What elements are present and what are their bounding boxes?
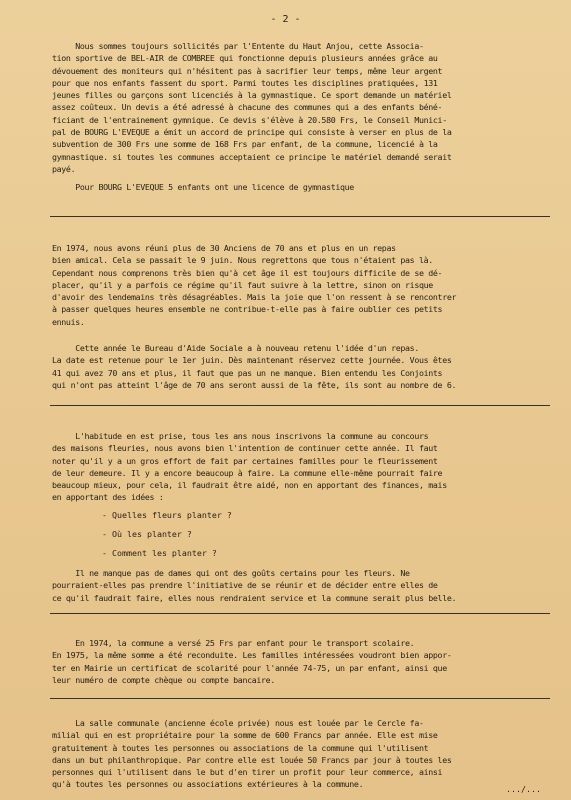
bullet-item: - Quelles fleurs planter ?: [102, 510, 232, 520]
paragraph-school-transport: En 1974, la commune a versé 25 Frs par enfant pour le transport scolaire. En 1975, la même somme a été reconduite. Les familles intéressées voudront bien appor- ter en Mairie un certificat de scolarité pour l'année 74-75, un par enfant, ainsi que leur numéro de compte chèque ou compte bancaire.: [52, 638, 452, 685]
continuation-mark: ...∕...: [506, 784, 541, 794]
paragraph-community-hall: La salle communale (ancienne école privée) nous est louée par le Cercle fa- milial qui en est propriétaire pour la somme de 600 Francs par année. Elle est mise gratuitement à toutes les personnes ou associations de la commune qui l'utilisent dans un but philanthropique. Par contre elle est louée 50 Francs par jour à toutes les personnes qui l'utilisent dans le but d'en tirer un profit pour leur commerce, ainsi qu'à toutes les personnes ou associations extérieures à la commune.: [52, 718, 452, 790]
paragraph-gymnastics: Nous sommes toujours sollicités par l'Entente du Haut Anjou, cette Associa- tion sportive de BEL-AIR de COMBREE qui fonctionne depuis plusieurs années grâce au dévouement des moniteurs qui n'hésitent pas à sacrifier leur temps, même leur argent pour que nos enfants fassent du sport. Parmi toutes les disciplines pratiquées, 131 jeunes filles ou garçons sont licenciés à la gymnastique. Ce sport demande un matériel assez coûteux. Un devis a été adressé à chacune des communes qui a des enfants béné- ficiant de l'entrainement gymnique. Ce devis s'élève à 20.580 Frs, le Conseil Munici- pal de BOURG L'EVEQUE a émit un accord de principe qui consiste à verser en plus de la subvention de 300 Frs une somme de 168 Frs par enfant, de la commune, licencié à la gymnastique. si toutes les communes acceptaient ce principe le matériel demandé serait payé.: [52, 41, 452, 174]
page-number: - 2 -: [270, 14, 301, 25]
bullet-item: - Où les planter ?: [102, 529, 192, 539]
paragraph-flowered-houses: L'habitude en est prise, tous les ans nous inscrivons la commune au concours des maisons fleuries, nous avons bien l'intention de continuer cette année. Il faut noter qu'il y a un gros effort de fait par certaines familles pour le fleurissement de leur demeure. Il y a encore beaucoup à faire. La commune elle-même pourrait faire beaucoup mieux, pour cela, il faudrait être aidé, non en apportant des finances, mais en apportant des idées :: [52, 431, 447, 503]
paragraph-flower-ladies: Il ne manque pas de dames qui ont des goûts certains pour les fleurs. Ne pourraient-elles pas prendre l'initiative de se réunir et de décider entre elles de ce qu'il faudrait faire, elles nous rendraient service et la commune serait plus belle.: [52, 568, 457, 603]
paragraph-gymnastics-licences: Pour BOURG L'EVEQUE 5 enfants ont une licence de gymnastique: [52, 182, 354, 192]
separator-line: [50, 405, 550, 406]
separator-line: [50, 698, 550, 699]
bullet-item: - Comment les planter ?: [102, 548, 217, 558]
paragraph-elders-meal-1974: En 1974, nous avons réuni plus de 30 Anciens de 70 ans et plus en un repas bien amical. Cela se passait le 9 juin. Nous regrettons que tous n'étaient pas là. Cependant nous comprenons très bien qu'à cet âge il est toujours difficile de se dé- placer, qu'il y a parfois ce régime qu'il faut suivre à la lettre, sinon on risque d'avoir des lendemains très désagréables. Mais la joie que l'on ressent à se rencontrer à passer quelques heures ensemble ne contribue-t-elle pas à faire oublier ces petits ennuis.: [52, 243, 457, 327]
separator-line: [50, 613, 550, 614]
separator-line: [50, 216, 550, 217]
paragraph-elders-meal-1975: Cette année le Bureau d'Aide Sociale a à nouveau retenu l'idée d'un repas. La date est retenue pour le 1er juin. Dès maintenant réservez cette journée. Vous êtes 41 qui avez 70 ans et plus, il faut que pas un ne manque. Bien entendu les Conjoints qui n'ont pas atteint l'âge de 70 ans seront aussi de la fête, ils sont au nombre de 6.: [52, 343, 457, 390]
